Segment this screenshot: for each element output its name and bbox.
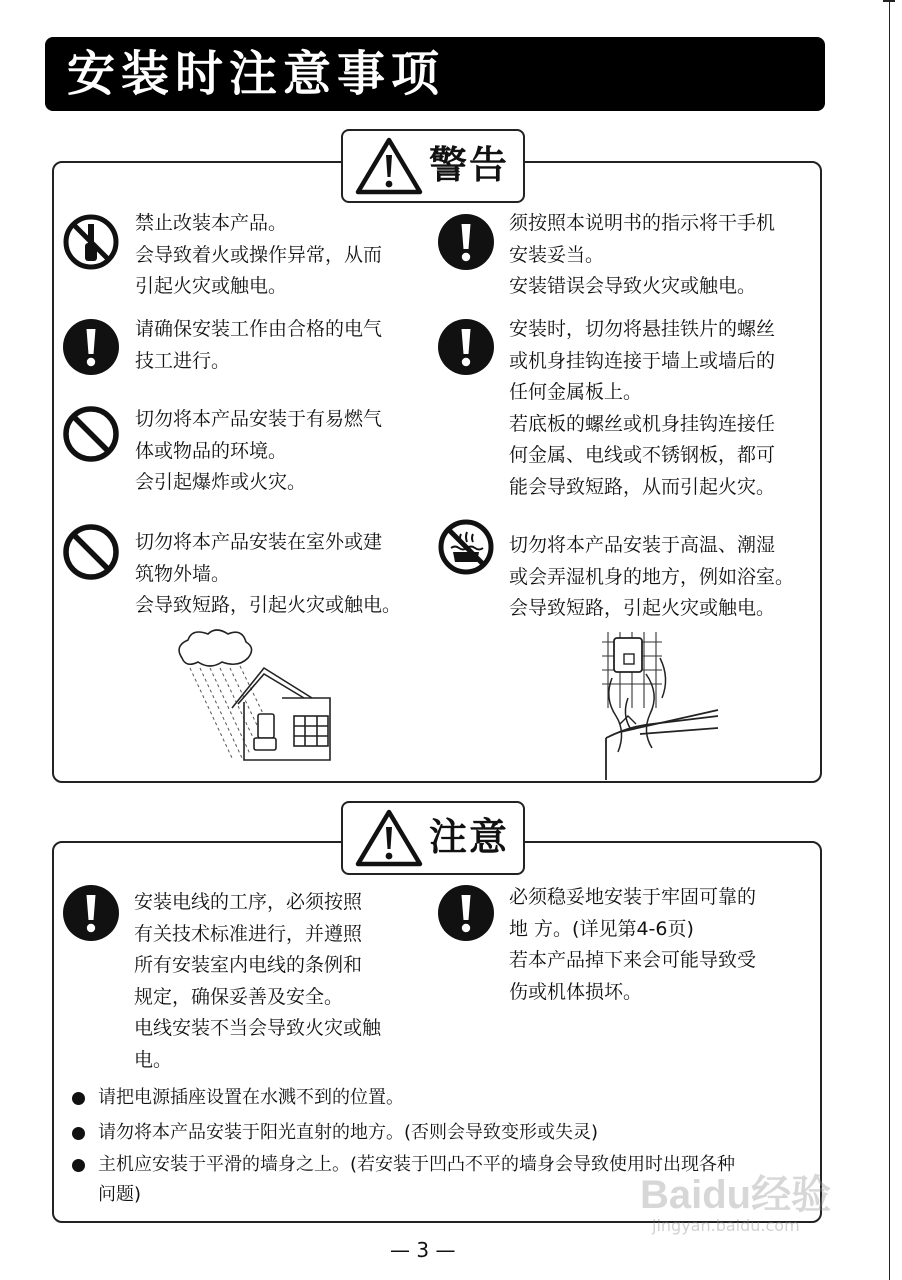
warning-item-text: 切勿将本产品安装于有易燃气 体或物品的环境。 会引起爆炸或火灾。 [135,408,383,493]
warning-item-text: 禁止改装本产品。 会导致着火或操作异常，从而 引起火灾或触电。 [135,212,383,297]
page-edge-tick [883,0,895,2]
caution-triangle-icon [355,809,423,867]
mandatory-icon [437,213,495,271]
mandatory-icon [437,884,495,942]
page-edge-line [889,0,890,1280]
warning-item-text: 须按照本说明书的指示将干手机 安装妥当。 安装错误会导致火灾或触电。 [509,212,776,297]
no-disassemble-icon [62,213,120,271]
bathroom-illustration [600,628,720,780]
bullet-dot [72,1092,85,1105]
page-title: 安装时注意事项 [67,46,446,102]
page-number: — 3 — [390,1238,456,1262]
warning-header-label: 警告 [429,143,510,187]
prohibited-icon [62,523,120,581]
no-wet-place-icon [437,518,495,576]
warning-header-badge [341,129,525,203]
warning-item-text: 切勿将本产品安装于高温、潮湿 或会弄湿机身的地方，例如浴室。 会导致短路，引起火灾或触电。 [509,534,795,619]
mandatory-icon [62,318,120,376]
warning-triangle-icon [355,137,423,195]
warning-item-text: 切勿将本产品安装在室外或建 筑物外墙。 会导致短路，引起火灾或触电。 [135,531,402,616]
title-bar [45,37,825,111]
caution-item-text: 必须稳妥地安装于牢固可靠的 地 方。(详见第4-6页) 若本产品掉下来会可能导致受 伤或机体损坏。 [509,886,757,1003]
prohibited-icon [62,405,120,463]
baidu-watermark-url: jingyan.baidu.com [652,1216,800,1235]
caution-item-text: 安装电线的工序，必须按照 有关技术标准进行，并遵照 所有安装室内电线的条例和 规定，确保妥善及安全。 电线安装不当会导致火灾或触 电。 [134,891,382,1071]
bullet-dot [72,1159,85,1172]
warning-item-text: 请确保安装工作由合格的电气 技工进行。 [135,318,383,372]
baidu-watermark: Baidu经验 [640,1173,832,1217]
bullet-item: 请把电源插座设置在水溅不到的位置。 [98,1087,404,1108]
caution-header-label: 注意 [429,815,510,859]
mandatory-icon [437,318,495,376]
bullet-item: 请勿将本产品安装于阳光直射的地方。(否则会导致变形或失灵) [98,1122,599,1143]
mandatory-icon [62,884,120,942]
warning-item-text: 安装时，切勿将悬挂铁片的螺丝 或机身挂钩连接于墙上或墙后的 任何金属板上。 若底板的螺丝或机身挂钩连接任 何金属、电线或不锈钢板，都可 能会导致短路，从而引起火灾。 [509,318,776,498]
caution-header-badge [341,801,525,875]
rain-house-illustration [172,628,342,770]
bullet-dot [72,1127,85,1140]
bullet-item: 主机应安装于平滑的墙身之上。(若安装于凹凸不平的墙身会导致使用时出现各种 问题) [98,1154,736,1205]
